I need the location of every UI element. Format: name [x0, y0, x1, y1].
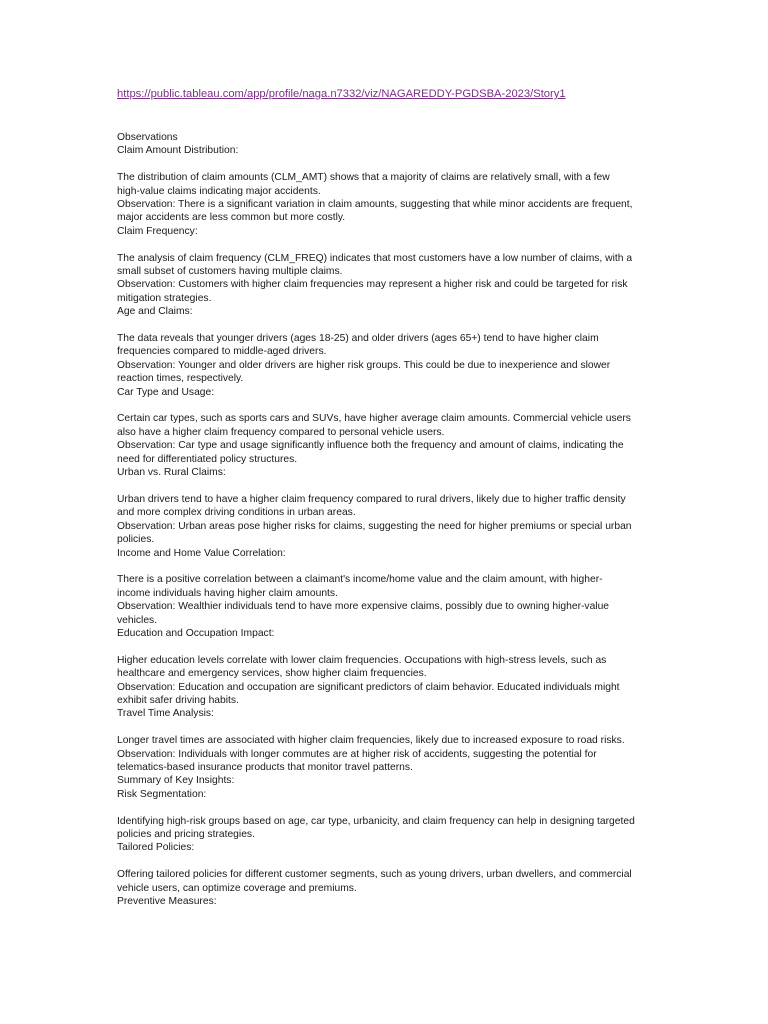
document-body: [117, 131, 662, 908]
tableau-story-link[interactable]: https://public.tableau.com/app/profile/naga.n7332/viz/NAGAREDDY-PGDSBA-2023/Story1: [117, 88, 566, 100]
text-line: The data reveals that younger drivers (ages 18-25) and older drivers (ages 65+) tend to have higher claim: [117, 333, 599, 345]
text-line: Observation: Customers with higher claim frequencies may represent a higher risk and could be targeted for risk: [117, 279, 628, 291]
text-line: high-value claims indicating major accidents.: [117, 185, 321, 197]
text-line: frequencies compared to middle-aged drivers.: [117, 346, 327, 358]
text-line: income individuals having higher claim amounts.: [117, 587, 338, 599]
text-line: Observation: Wealthier individuals tend to have more expensive claims, possibly due to owning higher-value: [117, 601, 610, 613]
text-line: mitigation strategies.: [117, 292, 212, 304]
section-heading-tailored-policies: Tailored Policies:: [117, 842, 195, 854]
text-line: Observation: Car type and usage significantly influence both the frequency and amount of claims, indicating the: [117, 440, 624, 452]
text-line: The distribution of claim amounts (CLM_AMT) shows that a majority of claims are relatively small, with a few: [117, 172, 610, 184]
section-heading-preventive-measures: Preventive Measures:: [117, 896, 217, 907]
text-line: Observation: Younger and older drivers are higher risk groups. This could be due to inexperience and slower: [117, 359, 611, 371]
text-line: reaction times, respectively.: [117, 373, 244, 385]
text-line: also have a higher claim frequency compared to personal vehicle users.: [117, 426, 445, 438]
blank-line: [117, 855, 662, 868]
text-line: Certain car types, such as sports cars and SUVs, have higher average claim amounts. Commercial vehicle users: [117, 413, 631, 425]
blank-line: [117, 640, 662, 653]
text-line: Observation: There is a significant variation in claim amounts, suggesting that while minor accidents are frequent,: [117, 199, 633, 211]
text-line: Longer travel times are associated with higher claim frequencies, likely due to increased exposure to road risks.: [117, 735, 625, 747]
summary-heading: Summary of Key Insights:: [117, 775, 235, 787]
text-line: telematics-based insurance products that monitor travel patterns.: [117, 761, 413, 773]
blank-line: [117, 560, 662, 573]
text-line: need for differentiated policy structures.: [117, 453, 298, 465]
blank-line: [117, 399, 662, 412]
text-line: policies.: [117, 534, 155, 546]
section-heading-education-occupation: Education and Occupation Impact:: [117, 627, 275, 639]
text-line: vehicles.: [117, 614, 158, 626]
section-heading-claim-frequency: Claim Frequency:: [117, 225, 198, 237]
observations-title: Observations: [117, 132, 178, 143]
text-line: Identifying high-risk groups based on age, car type, urbanicity, and claim frequency can help in designing targeted: [117, 815, 635, 827]
section-heading-age-claims: Age and Claims:: [117, 306, 193, 318]
blank-line: [117, 480, 662, 493]
text-line: There is a positive correlation between a claimant's income/home value and the claim amount, with higher-: [117, 574, 603, 586]
section-heading-urban-rural: Urban vs. Rural Claims:: [117, 467, 226, 479]
text-line: Observation: Individuals with longer commutes are at higher risk of accidents, suggesting the potential for: [117, 748, 597, 760]
blank-line: [117, 158, 662, 171]
text-line: and more complex driving conditions in urban areas.: [117, 507, 356, 519]
text-line: Urban drivers tend to have a higher claim frequency compared to rural drivers, likely due to higher traffic density: [117, 493, 626, 505]
text-line: Higher education levels correlate with lower claim frequencies. Occupations with high-stress levels, such as: [117, 654, 607, 666]
text-line: exhibit safer driving habits.: [117, 694, 239, 706]
text-line: policies and pricing strategies.: [117, 828, 255, 840]
blank-line: [117, 238, 662, 251]
text-line: Observation: Education and occupation are significant predictors of claim behavior. Educated individuals might: [117, 681, 620, 693]
text-line: vehicle users, can optimize coverage and premiums.: [117, 882, 357, 894]
section-heading-car-type: Car Type and Usage:: [117, 386, 215, 398]
blank-line: [117, 319, 662, 332]
text-line: major accidents are less common but more costly.: [117, 212, 346, 224]
text-line: The analysis of claim frequency (CLM_FREQ) indicates that most customers have a low number of claims, with a: [117, 252, 633, 264]
section-heading-income-home: Income and Home Value Correlation:: [117, 547, 286, 559]
blank-line: [117, 721, 662, 734]
blank-line: [117, 801, 662, 814]
text-line: Offering tailored policies for different customer segments, such as young drivers, urban dwellers, and commercial: [117, 869, 632, 881]
section-heading-claim-amount: Claim Amount Distribution:: [117, 145, 239, 157]
text-line: Observation: Urban areas pose higher risks for claims, suggesting the need for higher premiums or special urban: [117, 520, 632, 532]
section-heading-travel-time: Travel Time Analysis:: [117, 708, 214, 720]
text-line: healthcare and emergency services, show higher claim frequencies.: [117, 668, 427, 680]
text-line: small subset of customers having multiple claims.: [117, 266, 343, 278]
section-heading-risk-segmentation: Risk Segmentation:: [117, 788, 207, 800]
